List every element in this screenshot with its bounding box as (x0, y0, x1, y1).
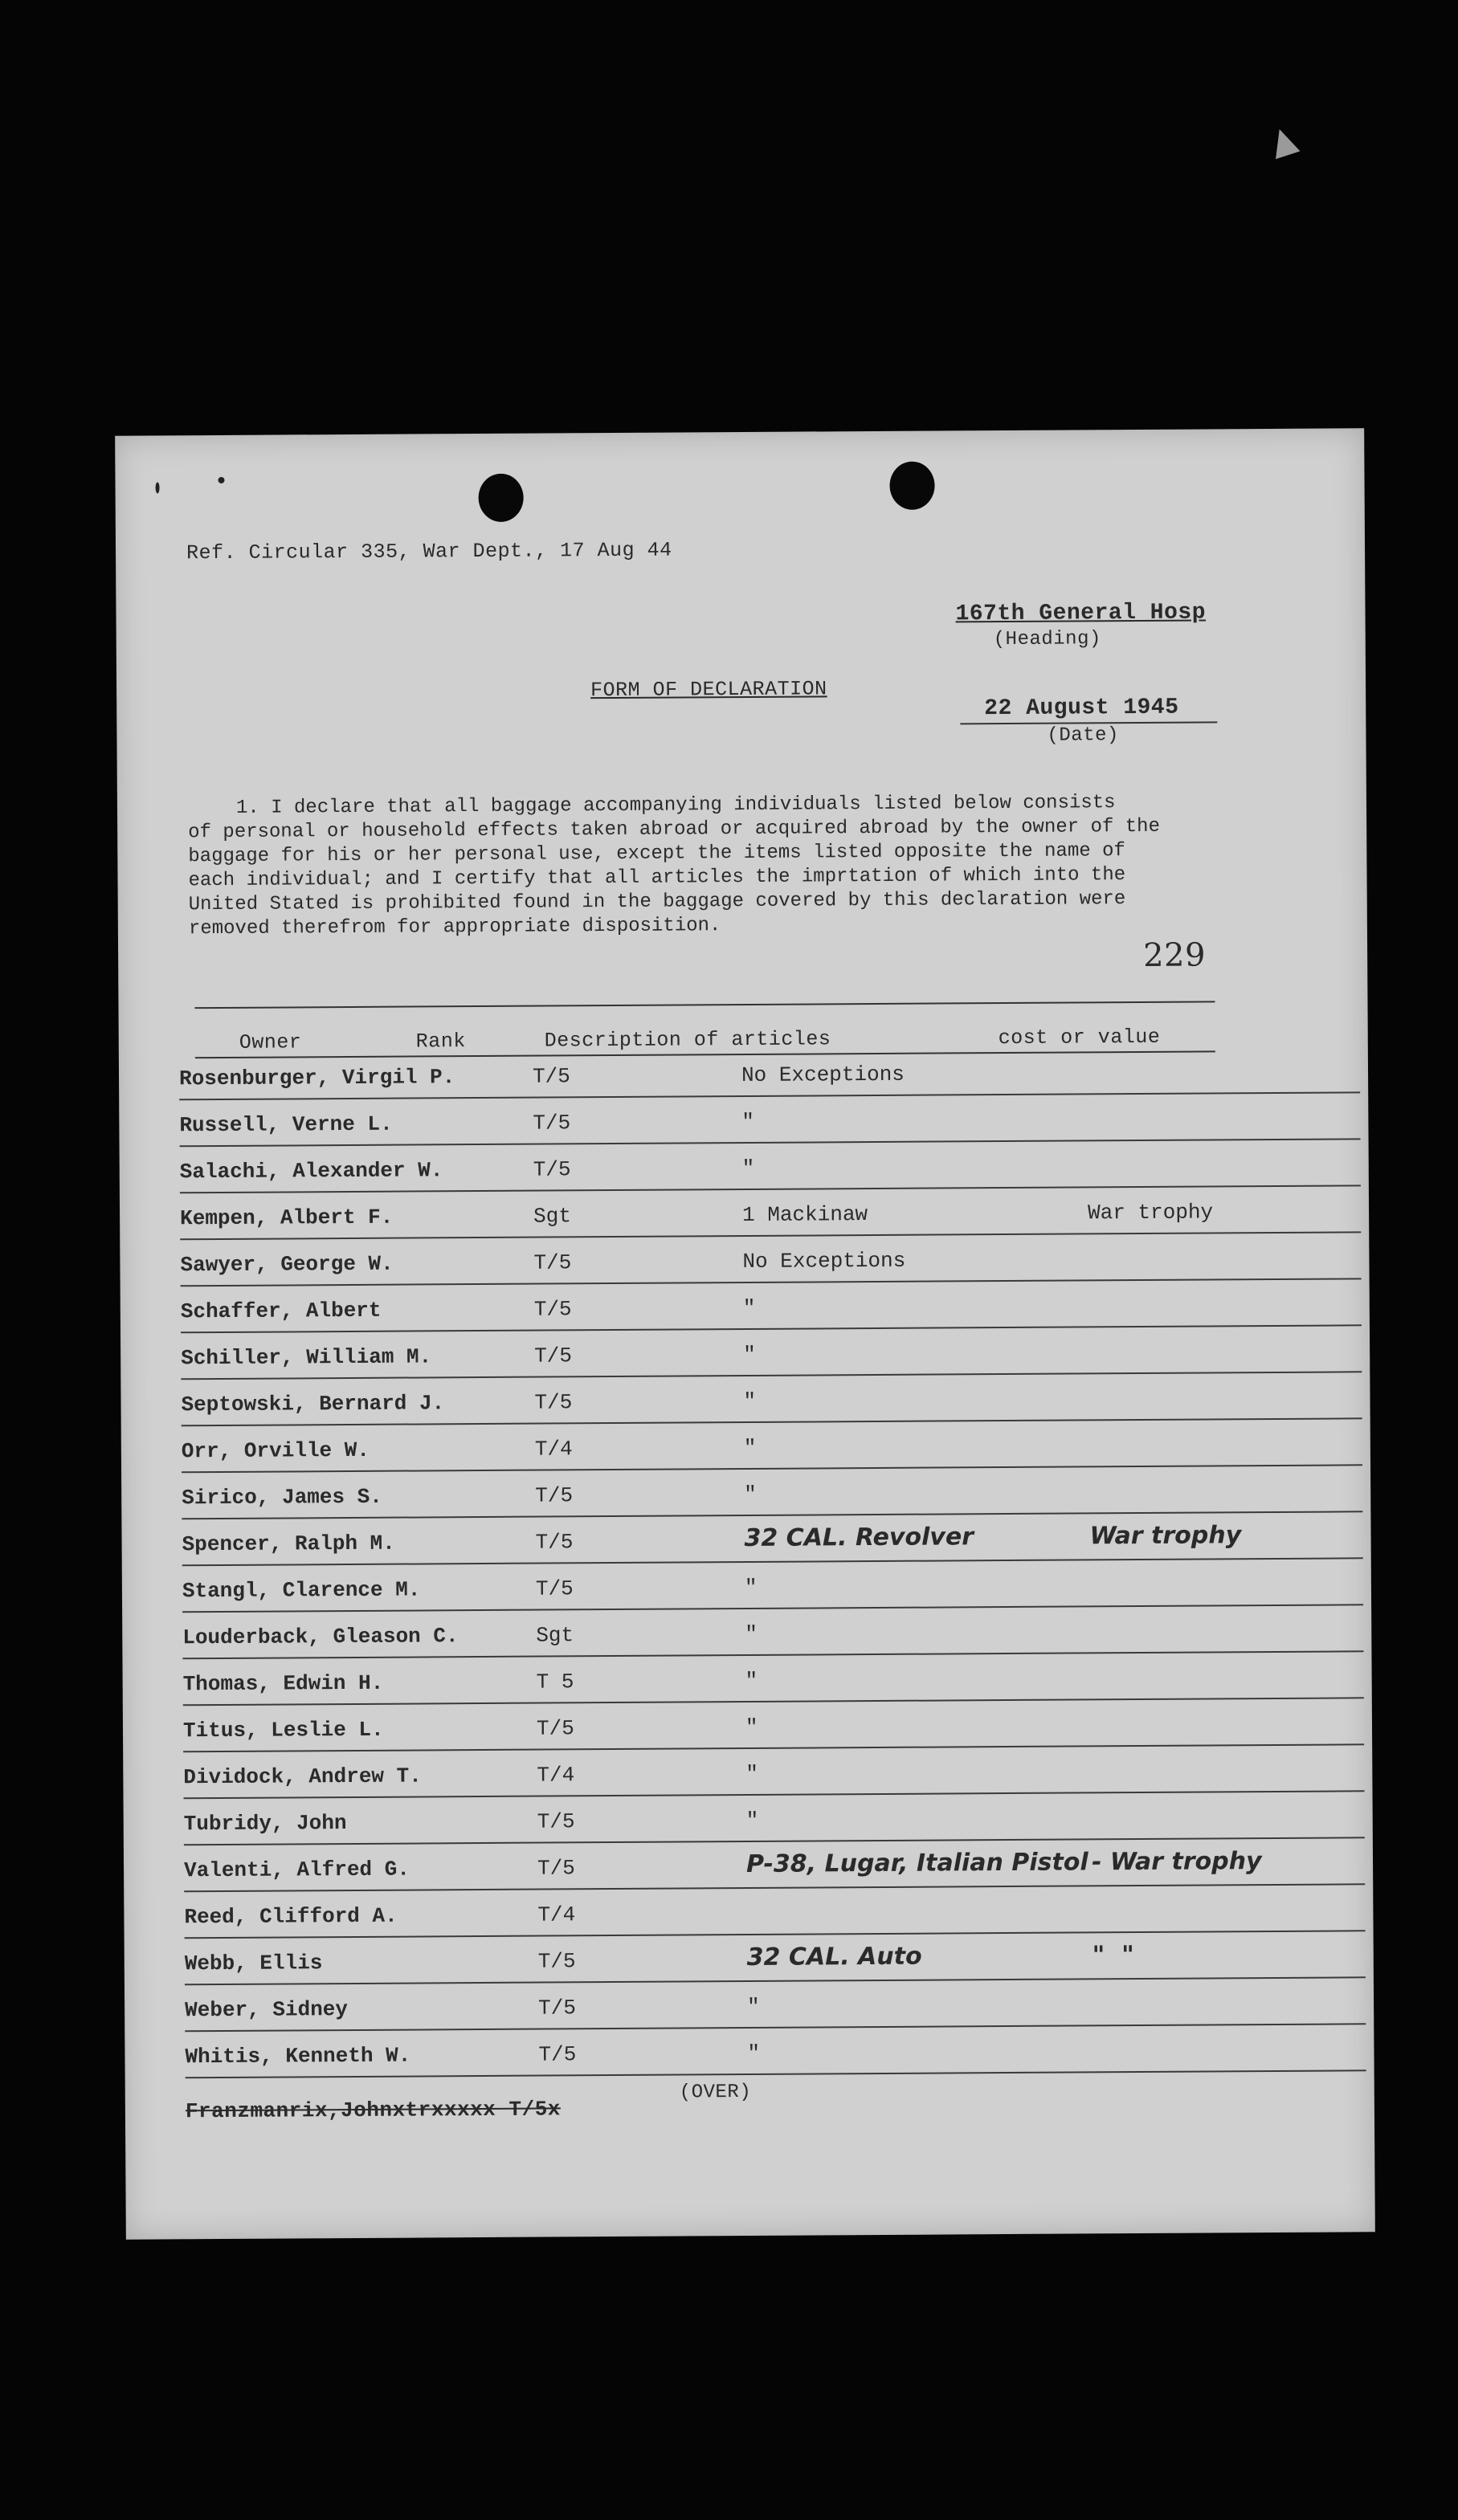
cell-rank: T/5 (537, 1856, 575, 1881)
cell-description: " (747, 1994, 760, 2019)
table-row (184, 1845, 1365, 1897)
table-row (179, 1099, 1360, 1152)
cell-rank: T/4 (537, 1902, 576, 1927)
stamp-number: 229 (1142, 936, 1207, 974)
table-row (182, 1612, 1363, 1664)
cell-rank: T/5 (532, 1064, 570, 1089)
cell-description: " (745, 1668, 758, 1694)
cell-owner: Rosenburger, Virgil P. (178, 1065, 455, 1091)
date-value: 22 August 1945 (984, 695, 1179, 722)
row-underline (183, 1743, 1364, 1752)
row-underline (185, 1930, 1366, 1939)
row-underline (185, 2023, 1366, 2032)
reference-line: Ref. Circular 335, War Dept., 17 Aug 44 (186, 538, 672, 565)
cell-description: " (742, 1295, 756, 1321)
row-underline (182, 1557, 1363, 1566)
table-row (185, 1938, 1366, 1990)
cell-rank: T/5 (535, 1530, 574, 1555)
cell-rank: T 5 (536, 1670, 574, 1694)
row-underline (184, 1837, 1365, 1845)
cell-rank: T/4 (534, 1437, 573, 1462)
row-underline (181, 1278, 1362, 1287)
table-row (179, 1053, 1360, 1105)
cell-owner: Thomas, Edwin H. (182, 1670, 384, 1697)
cell-description: " (745, 1621, 758, 1647)
table-top-rule (195, 1001, 1215, 1009)
cell-rank: T/5 (537, 1949, 576, 1974)
cell-owner: Orr, Orville W. (181, 1437, 370, 1464)
table-row (185, 1984, 1366, 2037)
cell-owner: Valenti, Alfred G. (183, 1857, 410, 1883)
row-underline (179, 1091, 1360, 1100)
row-underline (180, 1231, 1361, 1240)
over-label: (OVER) (679, 2081, 752, 2104)
cell-description: " (741, 1109, 755, 1135)
row-underline (185, 1976, 1366, 1985)
cell-cost: " " (1092, 1941, 1134, 1970)
cell-owner: Whitis, Kenneth W. (185, 2043, 411, 2069)
cell-rank: Sgt (536, 1623, 574, 1648)
table-row (183, 1658, 1364, 1711)
cell-rank: T/5 (533, 1157, 571, 1182)
cell-rank: T/5 (533, 1111, 571, 1136)
cell-description: " (744, 1575, 758, 1600)
cell-owner: Tubridy, John (183, 1811, 347, 1837)
paragraph-line: each individual; and I certify that all articles the imprtation of which into the (188, 864, 1126, 892)
row-underline (183, 1697, 1364, 1706)
table-row (182, 1565, 1363, 1617)
cell-owner: Webb, Ellis (184, 1951, 323, 1976)
table-row (182, 1425, 1362, 1478)
declaration-form-page (115, 428, 1375, 2239)
row-underline (180, 1138, 1361, 1147)
cell-cost: - War trophy (1091, 1847, 1262, 1877)
cell-owner: Stangl, Clarence M. (182, 1577, 421, 1604)
cell-owner: Louderback, Gleason C. (182, 1624, 459, 1650)
table-row (185, 2031, 1366, 2083)
film-corner-mark (1268, 125, 1301, 159)
cell-description: " (745, 1808, 759, 1833)
cell-rank: Sgt (533, 1204, 572, 1229)
table-row (180, 1193, 1361, 1245)
row-underline (186, 2069, 1366, 2078)
struck-entry: Franzmanrix,Johnxtrxxxxx T/5x (185, 2097, 561, 2124)
row-underline (182, 1464, 1362, 1473)
cell-rank: T/5 (537, 1809, 575, 1834)
paragraph-line: baggage for his or her personal use, except the items listed opposite the name of (188, 840, 1126, 868)
cell-owner: Russell, Verne L. (179, 1111, 393, 1138)
column-header-owner: Owner (239, 1030, 302, 1054)
row-underline (184, 1790, 1365, 1799)
cell-owner: Reed, Clifford A. (184, 1903, 398, 1930)
row-underline (181, 1371, 1362, 1380)
cell-owner: Septowski, Bernard J. (181, 1391, 445, 1417)
paper-speck (156, 482, 160, 493)
heading-value: 167th General Hosp (955, 600, 1207, 627)
cell-owner: Salachi, Alexander W. (179, 1158, 443, 1185)
table-row (180, 1239, 1361, 1291)
cell-rank: T/5 (535, 1483, 574, 1508)
heading-caption: (Heading) (993, 628, 1101, 651)
cell-description: " (743, 1342, 756, 1368)
cell-description: P-38, Lugar, Italian Pistol (745, 1848, 1088, 1879)
table-row (184, 1798, 1365, 1850)
cell-cost: War trophy (1089, 1521, 1242, 1551)
paper-speck (218, 477, 224, 483)
form-title: FORM OF DECLARATION (590, 677, 827, 703)
column-header-cost: cost or value (998, 1025, 1161, 1050)
cell-rank: T/5 (533, 1250, 572, 1275)
row-underline (182, 1604, 1363, 1613)
cell-rank: T/5 (536, 1716, 574, 1741)
table-row (181, 1379, 1362, 1431)
cell-description: No Exceptions (742, 1248, 906, 1274)
table-row (184, 1891, 1365, 1943)
table-row (180, 1146, 1361, 1198)
table-row (181, 1286, 1362, 1338)
row-underline (181, 1324, 1362, 1333)
cell-owner: Kempen, Albert F. (180, 1205, 394, 1231)
cell-description: 1 Mackinaw (742, 1202, 868, 1228)
cell-owner: Schiller, William M. (181, 1344, 432, 1371)
cell-description: " (745, 1761, 759, 1787)
cell-owner: Schaffer, Albert (180, 1298, 382, 1324)
row-underline (182, 1417, 1362, 1426)
table-row (183, 1705, 1364, 1757)
cell-description: " (744, 1482, 757, 1507)
cell-rank: T/4 (537, 1763, 575, 1788)
row-underline (180, 1185, 1361, 1193)
cell-cost: War trophy (1087, 1200, 1214, 1225)
column-header-description: Description of articles (544, 1027, 831, 1053)
cell-description: " (743, 1388, 757, 1414)
cell-description: " (745, 1715, 758, 1740)
row-underline (184, 1883, 1365, 1892)
cell-description: No Exceptions (741, 1062, 905, 1088)
paragraph-line: 1. I declare that all baggage accompanying individuals listed below consists (235, 792, 1116, 819)
row-underline (182, 1511, 1362, 1519)
punch-hole-right (889, 462, 934, 510)
table-row (181, 1332, 1362, 1384)
paragraph-line: United Stated is prohibited found in the baggage covered by this declaration were (188, 888, 1126, 916)
column-header-rank: Rank (415, 1030, 466, 1054)
paragraph-line: of personal or household effects taken abroad or acquired abroad by the owner of the (188, 815, 1161, 844)
cell-description: " (743, 1435, 757, 1461)
cell-owner: Dividock, Andrew T. (183, 1764, 422, 1790)
cell-owner: Spencer, Ralph M. (182, 1531, 395, 1557)
declaration-paragraph (188, 790, 1297, 941)
cell-owner: Titus, Leslie L. (182, 1717, 384, 1743)
cell-description: 32 CAL. Revolver (744, 1523, 974, 1553)
table-row (183, 1751, 1364, 1804)
cell-owner: Weber, Sidney (185, 1997, 349, 2023)
table-row (182, 1472, 1362, 1524)
cell-rank: T/5 (535, 1576, 574, 1601)
cell-owner: Sawyer, George W. (180, 1251, 394, 1278)
date-caption: (Date) (1047, 724, 1119, 747)
cell-description: " (741, 1156, 755, 1181)
punch-hole-left (478, 474, 523, 522)
cell-rank: T/5 (534, 1344, 573, 1368)
cell-rank: T/5 (534, 1390, 573, 1415)
paragraph-line: removed therefrom for appropriate disposition. (188, 915, 721, 940)
table-row (182, 1519, 1362, 1571)
cell-description: " (747, 2041, 761, 2065)
cell-description: 32 CAL. Auto (746, 1942, 922, 1972)
row-underline (182, 1650, 1363, 1659)
cell-rank: T/5 (538, 1996, 577, 2020)
cell-owner: Sirico, James S. (182, 1484, 382, 1511)
cell-rank: T/5 (533, 1297, 572, 1322)
cell-rank: T/5 (538, 2042, 577, 2067)
